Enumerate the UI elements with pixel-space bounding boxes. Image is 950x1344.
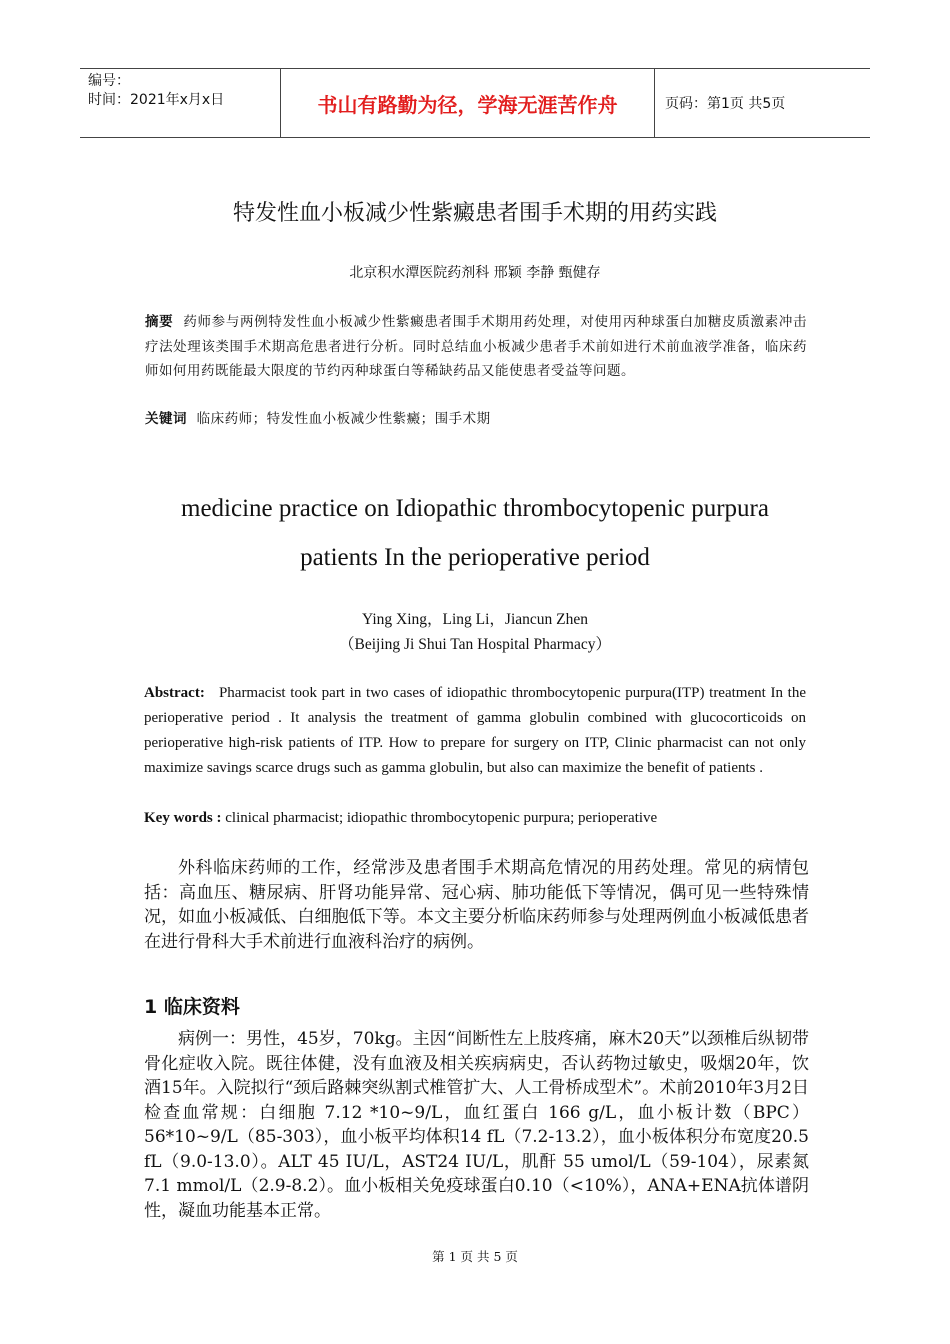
page-footer: 第 1 页 共 5 页	[432, 1249, 518, 1264]
abstract-english	[144, 681, 806, 781]
header-left-cell	[80, 69, 281, 137]
abstract-english-label: Abstract:	[144, 685, 205, 701]
keywords-chinese-label: 关键词	[145, 411, 187, 427]
author-english-affiliation: （Beijing Ji Shui Tan Hospital Pharmacy）	[338, 636, 611, 653]
keywords-chinese	[145, 407, 807, 432]
keywords-english-label: Key words :	[144, 810, 222, 826]
section1-heading: 1 临床资料	[144, 996, 240, 1018]
header-table	[80, 68, 870, 138]
intro-paragraph: 外科临床药师的工作，经常涉及患者围手术期高危情况的用药处理。常见的病情包括：高血压、糖尿病、肝肾功能异常、冠心病、肺功能低下等情况，偶可见一些特殊情况，如血小板减低、白细胞低下等。本文主要分析临床药师参与处理两例血小板减低患者在进行骨科大手术前进行血液科治疗的病例。	[144, 858, 809, 952]
keywords-chinese-text: 临床药师；特发性血小板减少性紫癜；围手术期	[196, 411, 491, 427]
header-motto: 书山有路勤为径，学海无涯苦作舟	[281, 69, 655, 137]
header-number-label: 编号：	[88, 73, 130, 89]
abstract-chinese	[145, 310, 807, 384]
author-chinese: 北京积水潭医院药剂科 邢颖 李静 甄健存	[349, 265, 601, 281]
title-english-line2: patients In the perioperative period	[300, 544, 650, 571]
header-page-info: 页码：第1页 共5页	[665, 96, 786, 112]
abstract-english-text: Pharmacist took part in two cases of idiopathic thrombocytopenic purpura(ITP) treatment In the perioperative period . It analysis the treatment of gamma globulin combined with glucocorticoids on perioperative high-risk patients of ITP. How to prepare for surgery on ITP, Clinic pharmacist can not only maximize savings scarce drugs such as gamma globulin, but also can maximize the benefit of patients .	[144, 685, 807, 776]
author-english	[0, 607, 950, 657]
abstract-chinese-text: 药师参与两例特发性血小板减少性紫癜患者围手术期用药处理，对使用丙种球蛋白加糖皮质激素冲击疗法处理该类围手术期高危患者进行分析。同时总结血小板减少患者手术前如进行术前血液学准备，临床药师如何用药既能最大限度的节约丙种球蛋白等稀缺药品又能使患者受益等问题。	[145, 314, 808, 379]
section1-paragraph: 病例一：男性，45岁，70kg。主因“间断性左上肢疼痛，麻木20天”以颈椎后纵韧带骨化症收入院。既往体健，没有血液及相关疾病病史，否认药物过敏史，吸烟20年，饮酒15年。入院拟行“颈后路棘突纵割式椎管扩大、人工骨桥成型术”。术前2010年3月2日检查血常规：白细胞 7.12 *10~9/L，血红蛋白 166 g/L，血小板计数（BPC）56*10~9/L（85-303），血小板平均体积14 fL（7.2-13.2），血小板体积分布宽度20.5 fL（9.0-13.0）。ALT 45 IU/L，AST24 IU/L，肌酐 55 umol/L（59-104），尿素氮7.1 mmol/L（2.9-8.2）。血小板相关免疫球蛋白0.10（<10%），ANA+ENA抗体谱阴性，凝血功能基本正常。	[144, 1029, 809, 1221]
title-chinese: 特发性血小板减少性紫癜患者围手术期的用药实践	[232, 201, 717, 226]
abstract-chinese-label: 摘要	[145, 314, 174, 330]
title-english-line1: medicine practice on Idiopathic thrombocytopenic purpura	[181, 495, 769, 522]
header-time-label: 时间：2021年x月x日	[88, 92, 225, 108]
title-english	[120, 484, 830, 582]
author-english-names: Ying Xing，Ling Li，Jiancun Zhen	[361, 611, 588, 628]
keywords-english	[144, 806, 806, 831]
keywords-english-text: clinical pharmacist; idiopathic thrombocytopenic purpura; perioperative	[225, 810, 658, 826]
